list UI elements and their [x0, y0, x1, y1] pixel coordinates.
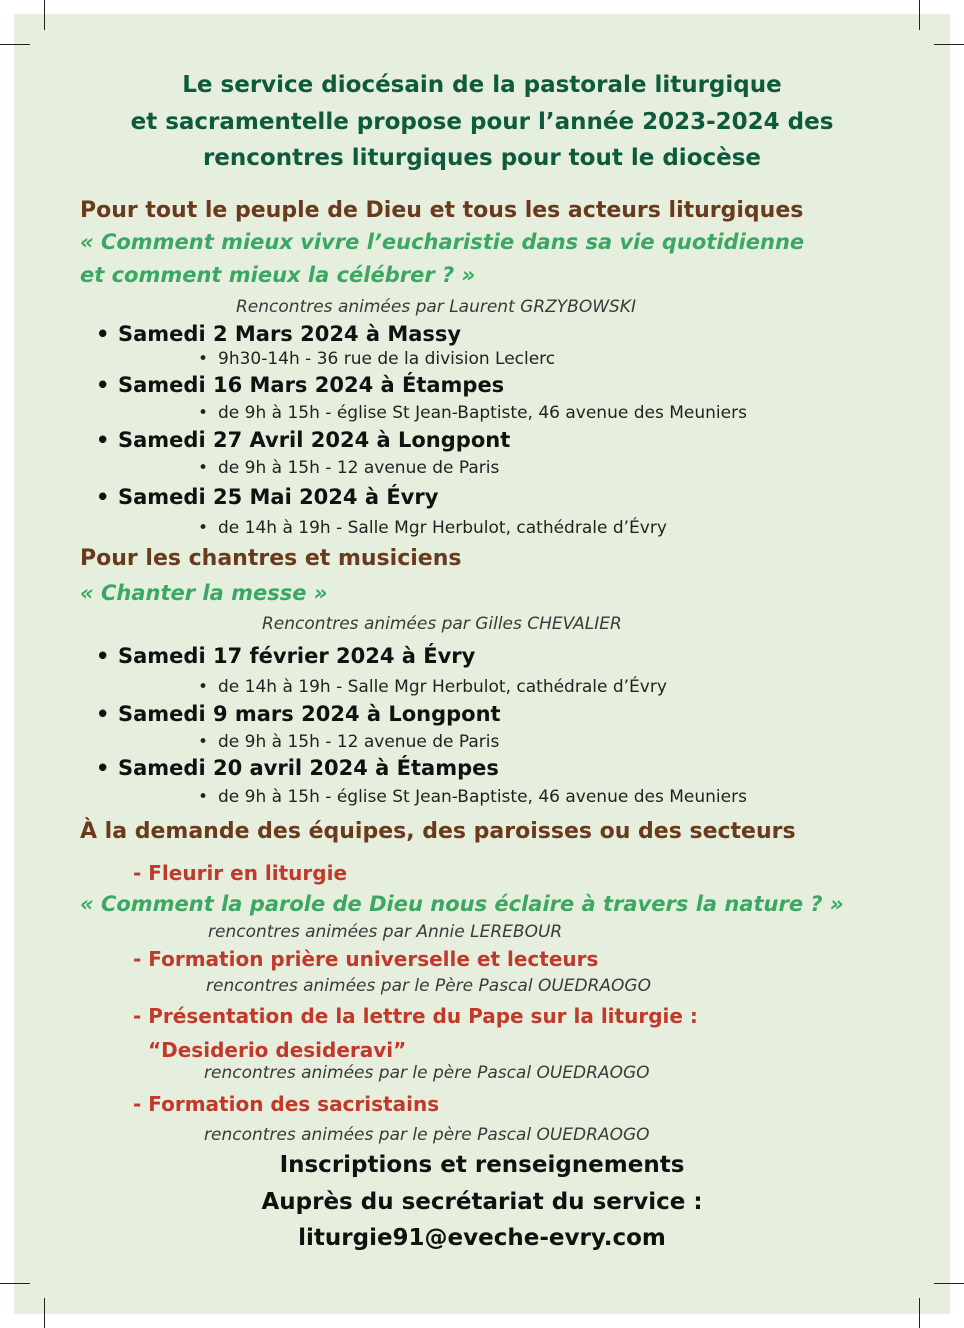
item-fleurir-animators: rencontres animées par Annie LEREBOUR — [208, 922, 563, 942]
header-line-1: Le service diocésain de la pastorale liturgique — [182, 72, 782, 98]
event-detail: • de 9h à 15h - église St Jean-Baptiste, 46 avenue des Meuniers — [218, 787, 747, 807]
crop-mark — [44, 0, 45, 30]
footer-line-1: Inscriptions et renseignements — [279, 1152, 685, 1178]
event-detail: • de 9h à 15h - église St Jean-Baptiste, 46 avenue des Meuniers — [218, 403, 747, 423]
item-sacristains-animators: rencontres animées par le père Pascal OUEDRAOGO — [204, 1125, 650, 1145]
event-date: • Samedi 20 avril 2024 à Étampes — [118, 756, 499, 780]
section3-heading: À la demande des équipes, des paroisses ou des secteurs — [80, 819, 796, 844]
section1-animators: Rencontres animées par Laurent GRZYBOWSKI — [236, 297, 636, 317]
crop-mark — [934, 1283, 964, 1284]
event-date: • Samedi 25 Mai 2024 à Évry — [118, 485, 438, 509]
event-date: • Samedi 16 Mars 2024 à Étampes — [118, 373, 504, 397]
event-date: • Samedi 17 février 2024 à Évry — [118, 644, 475, 668]
section2-quote: « Chanter la messe » — [80, 581, 328, 605]
item-lettre-pape-title: “Desiderio desideravi” — [148, 1038, 407, 1062]
section2-heading: Pour les chantres et musiciens — [80, 546, 462, 571]
header-line-2: et sacramentelle propose pour l’année 2023-2024 des — [130, 109, 834, 135]
section2-animators: Rencontres animées par Gilles CHEVALIER — [262, 614, 622, 634]
section1-quote-line-1: « Comment mieux vivre l’eucharistie dans sa vie quotidienne — [80, 230, 805, 254]
item-lettre-animators: rencontres animées par le père Pascal OUEDRAOGO — [204, 1063, 650, 1083]
crop-mark — [919, 1298, 920, 1328]
event-date: • Samedi 2 Mars 2024 à Massy — [118, 322, 461, 346]
header-line-3: rencontres liturgiques pour tout le diocèse — [202, 145, 762, 171]
section1-heading: Pour tout le peuple de Dieu et tous les acteurs liturgiques — [80, 198, 804, 223]
footer-email: liturgie91@eveche-evry.com — [298, 1225, 666, 1251]
item-fleurir-quote: « Comment la parole de Dieu nous éclaire à travers la nature ? » — [80, 892, 844, 916]
event-detail: • 9h30-14h - 36 rue de la division Leclerc — [218, 349, 555, 369]
item-sacristains: - Formation des sacristains — [133, 1092, 440, 1116]
event-detail: • de 14h à 19h - Salle Mgr Herbulot, cathédrale d’Évry — [218, 677, 667, 697]
item-lettre-pape: - Présentation de la lettre du Pape sur la liturgie : — [133, 1004, 698, 1028]
crop-mark — [0, 1283, 30, 1284]
event-date: • Samedi 27 Avril 2024 à Longpont — [118, 428, 510, 452]
event-detail: • de 9h à 15h - 12 avenue de Paris — [218, 458, 499, 478]
item-priere-universelle: - Formation prière universelle et lecteurs — [133, 947, 599, 971]
footer-line-2: Auprès du secrétariat du service : — [261, 1189, 703, 1215]
event-date: • Samedi 9 mars 2024 à Longpont — [118, 702, 501, 726]
crop-mark — [934, 44, 964, 45]
crop-mark — [44, 1298, 45, 1328]
section1-quote-line-2: et comment mieux la célébrer ? » — [80, 263, 476, 287]
event-detail: • de 14h à 19h - Salle Mgr Herbulot, cathédrale d’Évry — [218, 518, 667, 538]
item-fleurir: - Fleurir en liturgie — [133, 861, 348, 885]
crop-mark — [0, 44, 30, 45]
crop-mark — [919, 0, 920, 30]
item-priere-animators: rencontres animées par le Père Pascal OUEDRAOGO — [206, 976, 651, 996]
event-detail: • de 9h à 15h - 12 avenue de Paris — [218, 732, 499, 752]
